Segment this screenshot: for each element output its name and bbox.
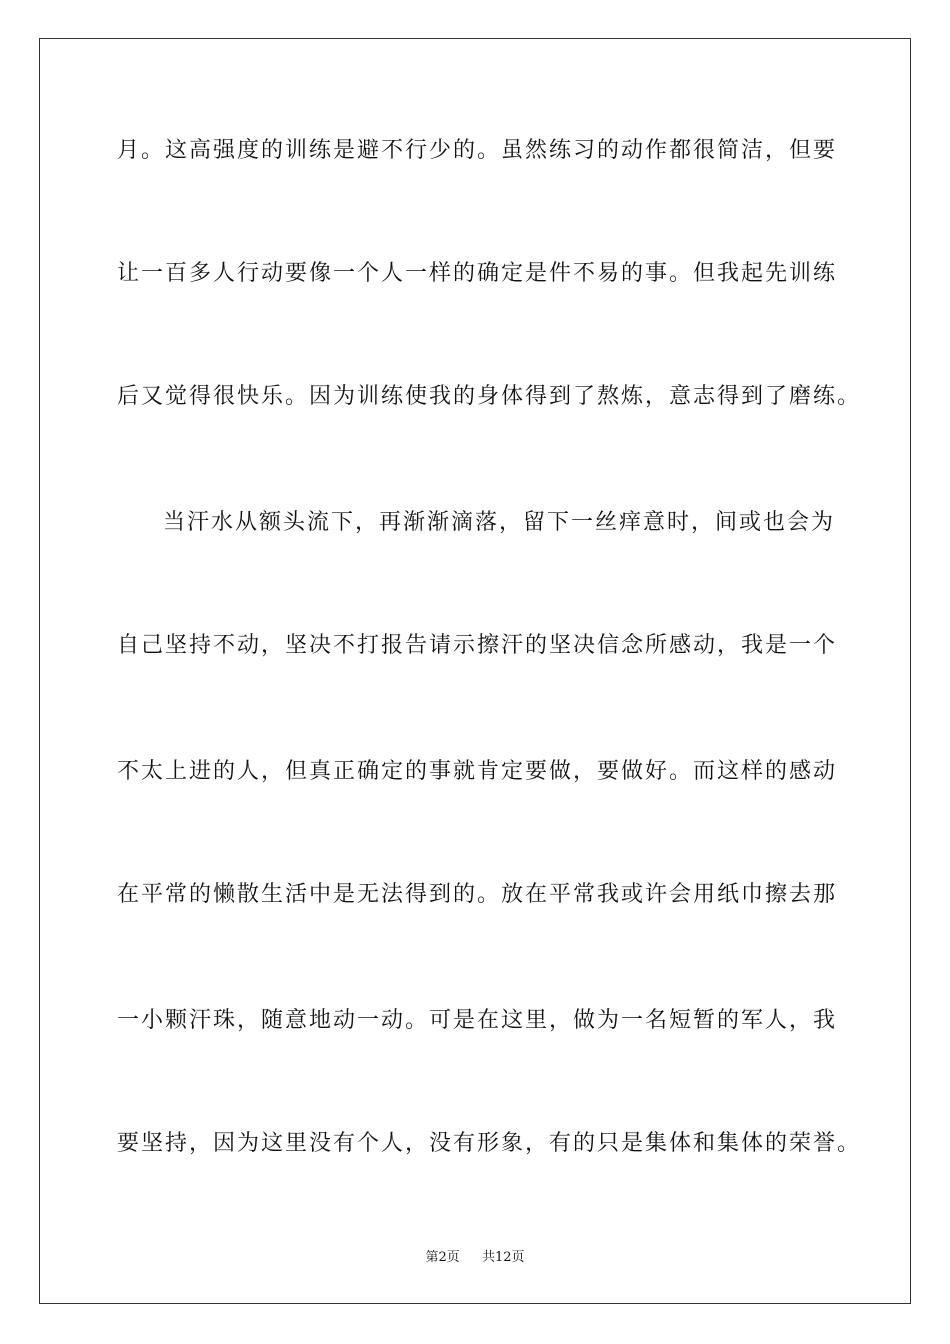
body-text-line-4: 当汗水从额头流下，再渐渐滴落，留下一丝痒意时，间或也会为 [163, 510, 836, 535]
body-text-line-6: 不太上进的人，但真正确定的事就肯定要做，要做好。而这样的感动 [117, 759, 838, 784]
body-text-line-1: 月。这高强度的训练是避不行少的。虽然练习的动作都很简洁，但要 [117, 138, 838, 163]
body-text-line-2: 让一百多人行动要像一个人一样的确定是件不易的事。但我起先训练 [117, 261, 838, 286]
page-border [39, 38, 911, 1304]
body-text-line-8: 一小颗汗珠，随意地动一动。可是在这里，做为一名短暂的军人，我 [117, 1008, 838, 1033]
body-text-line-3: 后又觉得很快乐。因为训练使我的身体得到了熬炼，意志得到了磨练。 [117, 384, 862, 409]
body-text-line-9: 要坚持，因为这里没有个人，没有形象，有的只是集体和集体的荣誉。 [117, 1131, 862, 1156]
page-total: 共12页 [482, 1250, 525, 1265]
page-footer [0, 1246, 950, 1265]
page-number: 第2页 [425, 1250, 460, 1265]
body-text-line-7: 在平常的懒散生活中是无法得到的。放在平常我或许会用纸巾擦去那 [117, 882, 838, 907]
body-text-line-5: 自己坚持不动，坚决不打报告请示擦汗的坚决信念所感动，我是一个 [117, 633, 838, 658]
